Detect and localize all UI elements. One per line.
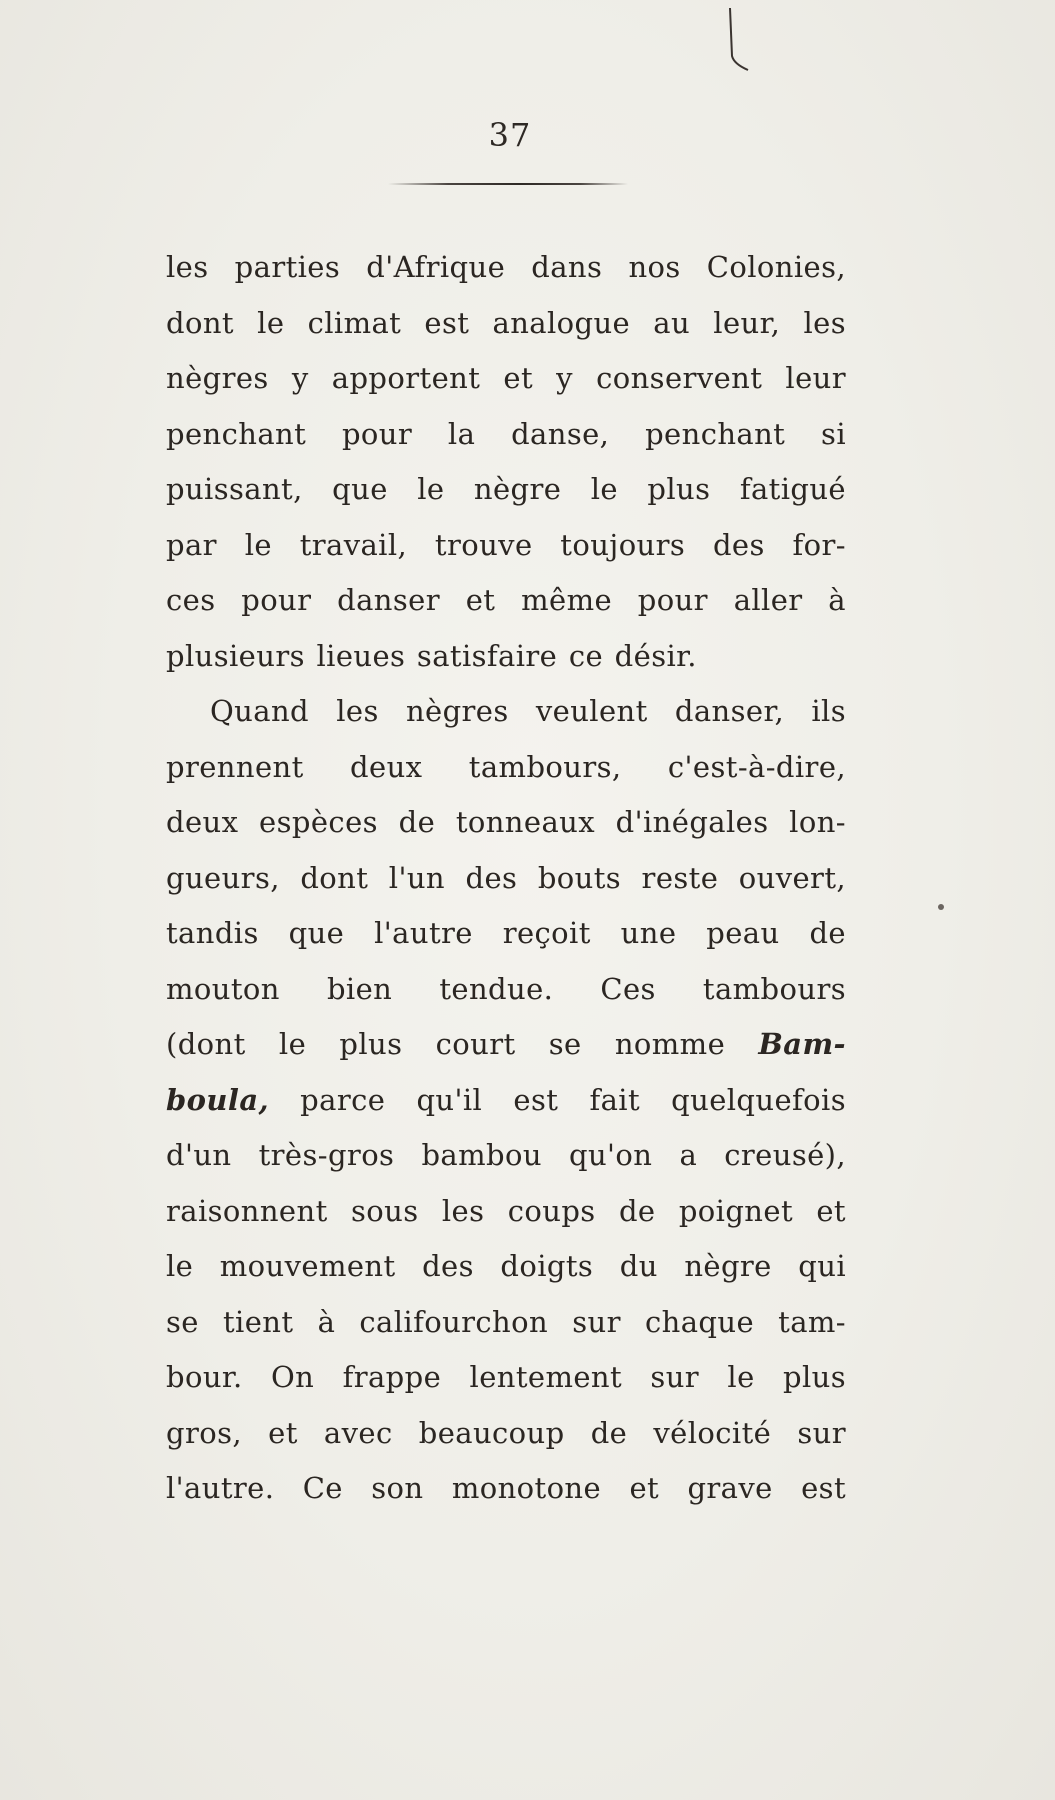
page-edge-mark [726, 6, 752, 72]
text-line: prennent deux tambours, c'est-à-dire, [166, 749, 846, 784]
text-line: puissant, que le nègre le plus fatigué [166, 472, 846, 506]
text-line [166, 1073, 846, 1129]
text-line: le mouvement des doigts du nègre qui [166, 1249, 846, 1283]
text-run: parce qu'il est fait quelquefois [269, 1082, 846, 1117]
paragraph-end-line: plusieurs lieues satisfaire ce désir. [166, 638, 697, 673]
text-line: d'un très-gros bambou qu'on a creusé), [166, 1138, 846, 1172]
text-line: raisonnent sous les coups de poignet et [166, 1193, 846, 1228]
text-line: penchant pour la danse, penchant si [166, 416, 846, 451]
body-text [166, 240, 846, 1517]
text-line: deux espèces de tonneaux d'inégales lon- [166, 805, 846, 839]
text-run: (dont le plus court se nomme [166, 1027, 759, 1061]
italic-word: boula, [166, 1082, 270, 1117]
text-line: se tient à califourchon sur chaque tam- [166, 1304, 846, 1339]
text-line: nègres y apportent et y conservent leur [166, 361, 846, 395]
text-line: ces pour danser et même pour aller à [166, 583, 846, 617]
text-line: gros, et avec beaucoup de vélocité sur [166, 1415, 846, 1450]
header-rule [388, 183, 628, 185]
paragraph-start-line: Quand les nègres veulent danser, ils [210, 694, 846, 728]
text-line: tandis que l'autre reçoit une peau de [166, 916, 846, 950]
page-number: 37 [488, 116, 532, 154]
text-line [166, 1017, 846, 1073]
text-line: gueurs, dont l'un des bouts reste ouvert, [166, 860, 846, 895]
text-line: par le travail, trouve toujours des for- [166, 527, 846, 562]
text-line: l'autre. Ce son monotone et grave est [166, 1471, 846, 1505]
text-line: les parties d'Afrique dans nos Colonies, [166, 250, 846, 284]
italic-word: Bam- [758, 1027, 846, 1061]
text-line: bour. On frappe lentement sur le plus [166, 1360, 846, 1394]
ink-spot [938, 904, 944, 910]
text-line: mouton bien tendue. Ces tambours [166, 971, 846, 1006]
text-line: dont le climat est analogue au leur, les [166, 305, 846, 340]
